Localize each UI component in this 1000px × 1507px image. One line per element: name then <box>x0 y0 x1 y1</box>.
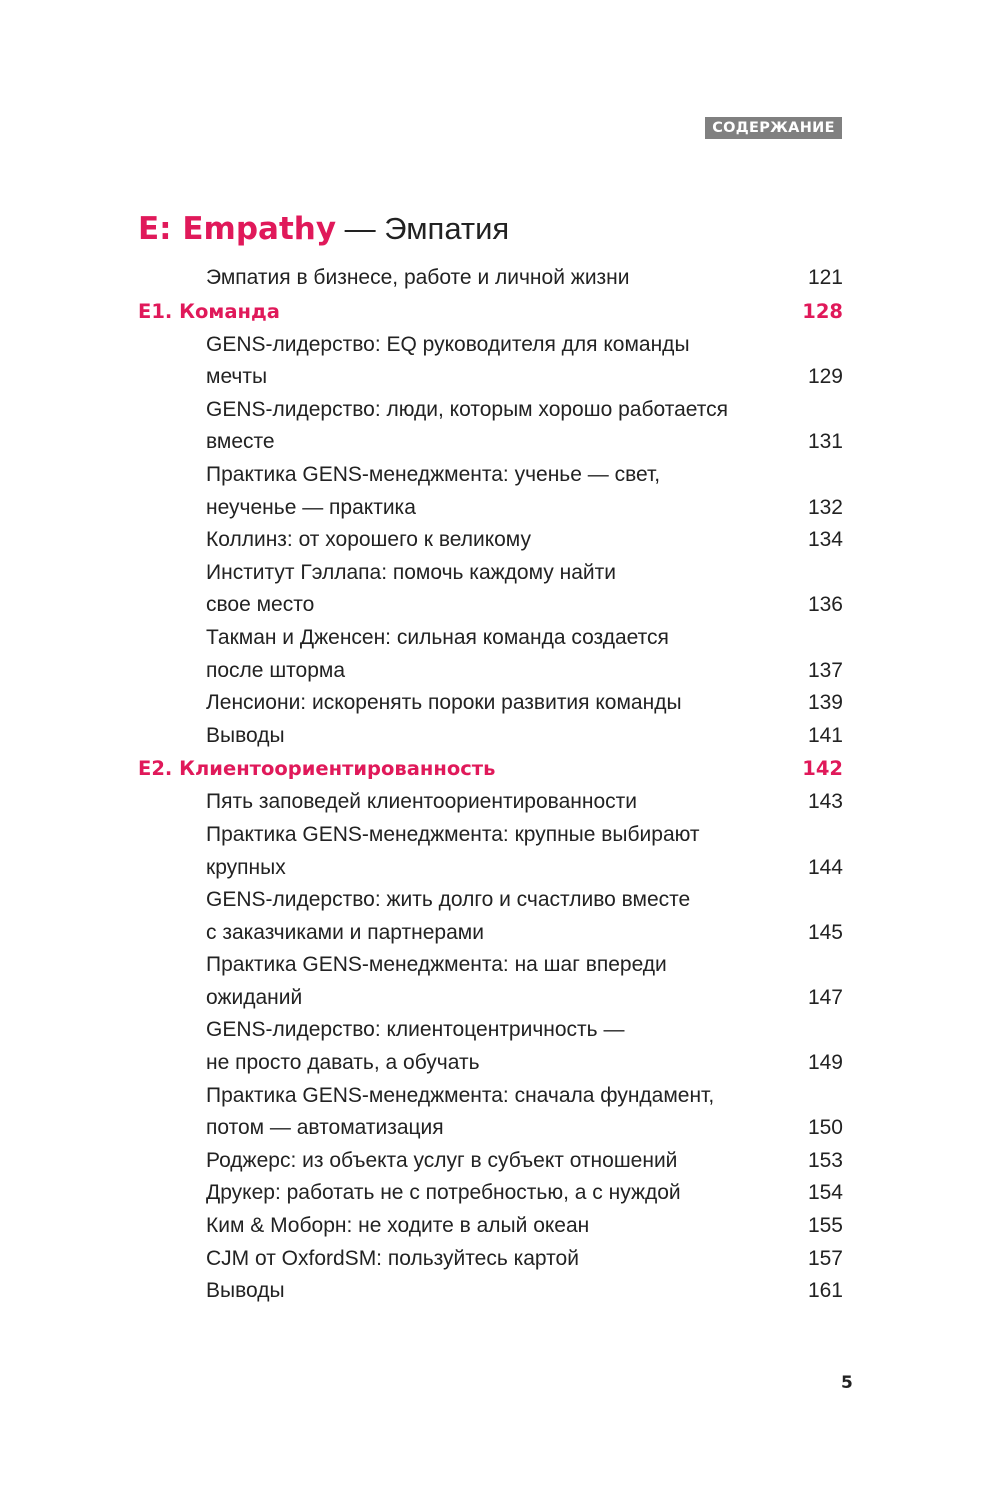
toc-entry-page: 161 <box>807 1279 843 1303</box>
toc-entry[interactable] <box>0 459 1000 492</box>
section-title-rest: — Эмпатия <box>336 211 510 246</box>
toc-entry[interactable] <box>0 361 1000 394</box>
toc-entry[interactable] <box>0 329 1000 362</box>
toc-entry-title: вместе <box>206 430 275 454</box>
toc-entry-page: 137 <box>807 658 843 682</box>
toc-entry-title: GENS-лидерство: EQ руководителя для команды <box>206 332 690 356</box>
toc-entry[interactable] <box>0 394 1000 427</box>
toc-entry[interactable] <box>0 589 1000 622</box>
toc-entry-title: Институт Гэллапа: помочь каждому найти <box>206 560 616 584</box>
toc-entry[interactable] <box>0 1014 1000 1047</box>
toc-entry-page: 142 <box>802 757 843 781</box>
toc-entry-title: Пять заповедей клиентоориентированности <box>206 790 637 814</box>
toc-entry-title: Друкер: работать не с потребностью, а с нуждой <box>206 1181 681 1205</box>
toc-entry-title: Такман и Дженсен: сильная команда создается <box>206 625 669 649</box>
toc-entry-page: 144 <box>807 855 843 879</box>
toc-entry-title: мечты <box>206 365 268 389</box>
toc-entry-page: 149 <box>807 1051 843 1075</box>
toc-entry-title: свое место <box>206 593 315 617</box>
toc-entry-page: 143 <box>807 790 843 814</box>
toc-entry-page: 128 <box>802 299 843 323</box>
toc-entry[interactable] <box>0 1243 1000 1276</box>
toc-entry[interactable] <box>0 1177 1000 1210</box>
toc-entry-page: 155 <box>807 1214 843 1238</box>
toc-entry-page: 131 <box>807 430 843 454</box>
toc-chapter-heading[interactable] <box>0 295 1000 329</box>
toc-entry-title: с заказчиками и партнерами <box>206 920 484 944</box>
section-title <box>138 205 509 253</box>
toc-entry-title: Эмпатия в бизнесе, работе и личной жизни <box>206 266 630 289</box>
toc-entry[interactable] <box>0 884 1000 917</box>
page-number: 5 <box>841 1373 853 1393</box>
toc-entry-title: Практика GENS-менеджмента: на шаг впереди <box>206 953 667 977</box>
toc-entry-title: E1. Команда <box>138 299 280 323</box>
toc-entry-page: 145 <box>807 920 843 944</box>
toc-entry[interactable] <box>0 720 1000 753</box>
toc-entry-title: Выводы <box>206 723 285 747</box>
toc-entry-page: 136 <box>807 593 843 617</box>
toc-entry[interactable] <box>0 852 1000 885</box>
toc-chapter-heading[interactable] <box>0 752 1000 786</box>
toc-entry-page: 154 <box>807 1181 843 1205</box>
table-of-contents <box>0 262 1000 1308</box>
toc-entry-page: 153 <box>807 1148 843 1172</box>
toc-entry[interactable] <box>0 1210 1000 1243</box>
toc-entry-page: 129 <box>807 365 843 389</box>
section-header-label: СОДЕРЖАНИЕ <box>705 117 842 139</box>
toc-entry[interactable] <box>0 1145 1000 1178</box>
toc-entry-title: Практика GENS-менеджмента: крупные выбирают <box>206 822 700 846</box>
toc-entry-page: 121 <box>807 266 843 289</box>
toc-entry[interactable] <box>0 687 1000 720</box>
toc-entry[interactable] <box>0 524 1000 557</box>
section-title-accent: E: Empathy <box>138 211 337 247</box>
toc-entry[interactable] <box>0 982 1000 1015</box>
toc-entry-title: не просто давать, а обучать <box>206 1051 480 1075</box>
toc-entry[interactable] <box>0 1112 1000 1145</box>
toc-entry-page: 134 <box>807 528 843 552</box>
toc-entry-title: CJM от OxfordSM: пользуйтесь картой <box>206 1246 579 1270</box>
toc-entry-title: неученье — практика <box>206 495 416 519</box>
toc-entry-title: Коллинз: от хорошего к великому <box>206 528 531 552</box>
toc-entry[interactable] <box>0 1080 1000 1113</box>
toc-entry[interactable] <box>0 949 1000 982</box>
toc-entry-title: GENS-лидерство: люди, которым хорошо работается <box>206 397 728 421</box>
toc-entry-page: 139 <box>807 691 843 715</box>
toc-entry-title: GENS-лидерство: клиентоцентричность — <box>206 1018 625 1042</box>
toc-entry-page: 147 <box>807 985 843 1009</box>
toc-entry-title: крупных <box>206 855 286 879</box>
toc-entry-title: ожиданий <box>206 985 303 1009</box>
toc-entry-title: E2. Клиентоориентированность <box>138 757 496 781</box>
toc-entry-title: GENS-лидерство: жить долго и счастливо вместе <box>206 888 691 912</box>
toc-entry-title: Практика GENS-менеджмента: ученье — свет, <box>206 462 661 486</box>
toc-entry-title: Практика GENS-менеджмента: сначала фундамент, <box>206 1083 715 1107</box>
toc-entry[interactable] <box>0 557 1000 590</box>
toc-entry-title: потом — автоматизация <box>206 1116 444 1140</box>
toc-entry[interactable] <box>0 492 1000 525</box>
toc-entry[interactable] <box>0 1275 1000 1308</box>
toc-entry-page: 141 <box>807 723 843 747</box>
toc-entry[interactable] <box>0 1047 1000 1080</box>
toc-entry-title: Ким & Моборн: не ходите в алый океан <box>206 1214 590 1238</box>
toc-entry-page: 157 <box>807 1246 843 1270</box>
toc-entry-page: 150 <box>807 1116 843 1140</box>
toc-entry-title: после шторма <box>206 658 346 682</box>
toc-entry[interactable] <box>0 655 1000 688</box>
toc-entry[interactable] <box>0 262 1000 295</box>
toc-entry-title: Выводы <box>206 1279 285 1303</box>
toc-entry[interactable] <box>0 819 1000 852</box>
toc-entry[interactable] <box>0 917 1000 950</box>
toc-entry[interactable] <box>0 622 1000 655</box>
toc-entry-page: 132 <box>807 495 843 519</box>
toc-entry[interactable] <box>0 786 1000 819</box>
toc-entry-title: Ленсиони: искоренять пороки развития команды <box>206 691 682 715</box>
toc-entry-title: Роджерс: из объекта услуг в субъект отношений <box>206 1148 678 1172</box>
toc-entry[interactable] <box>0 426 1000 459</box>
